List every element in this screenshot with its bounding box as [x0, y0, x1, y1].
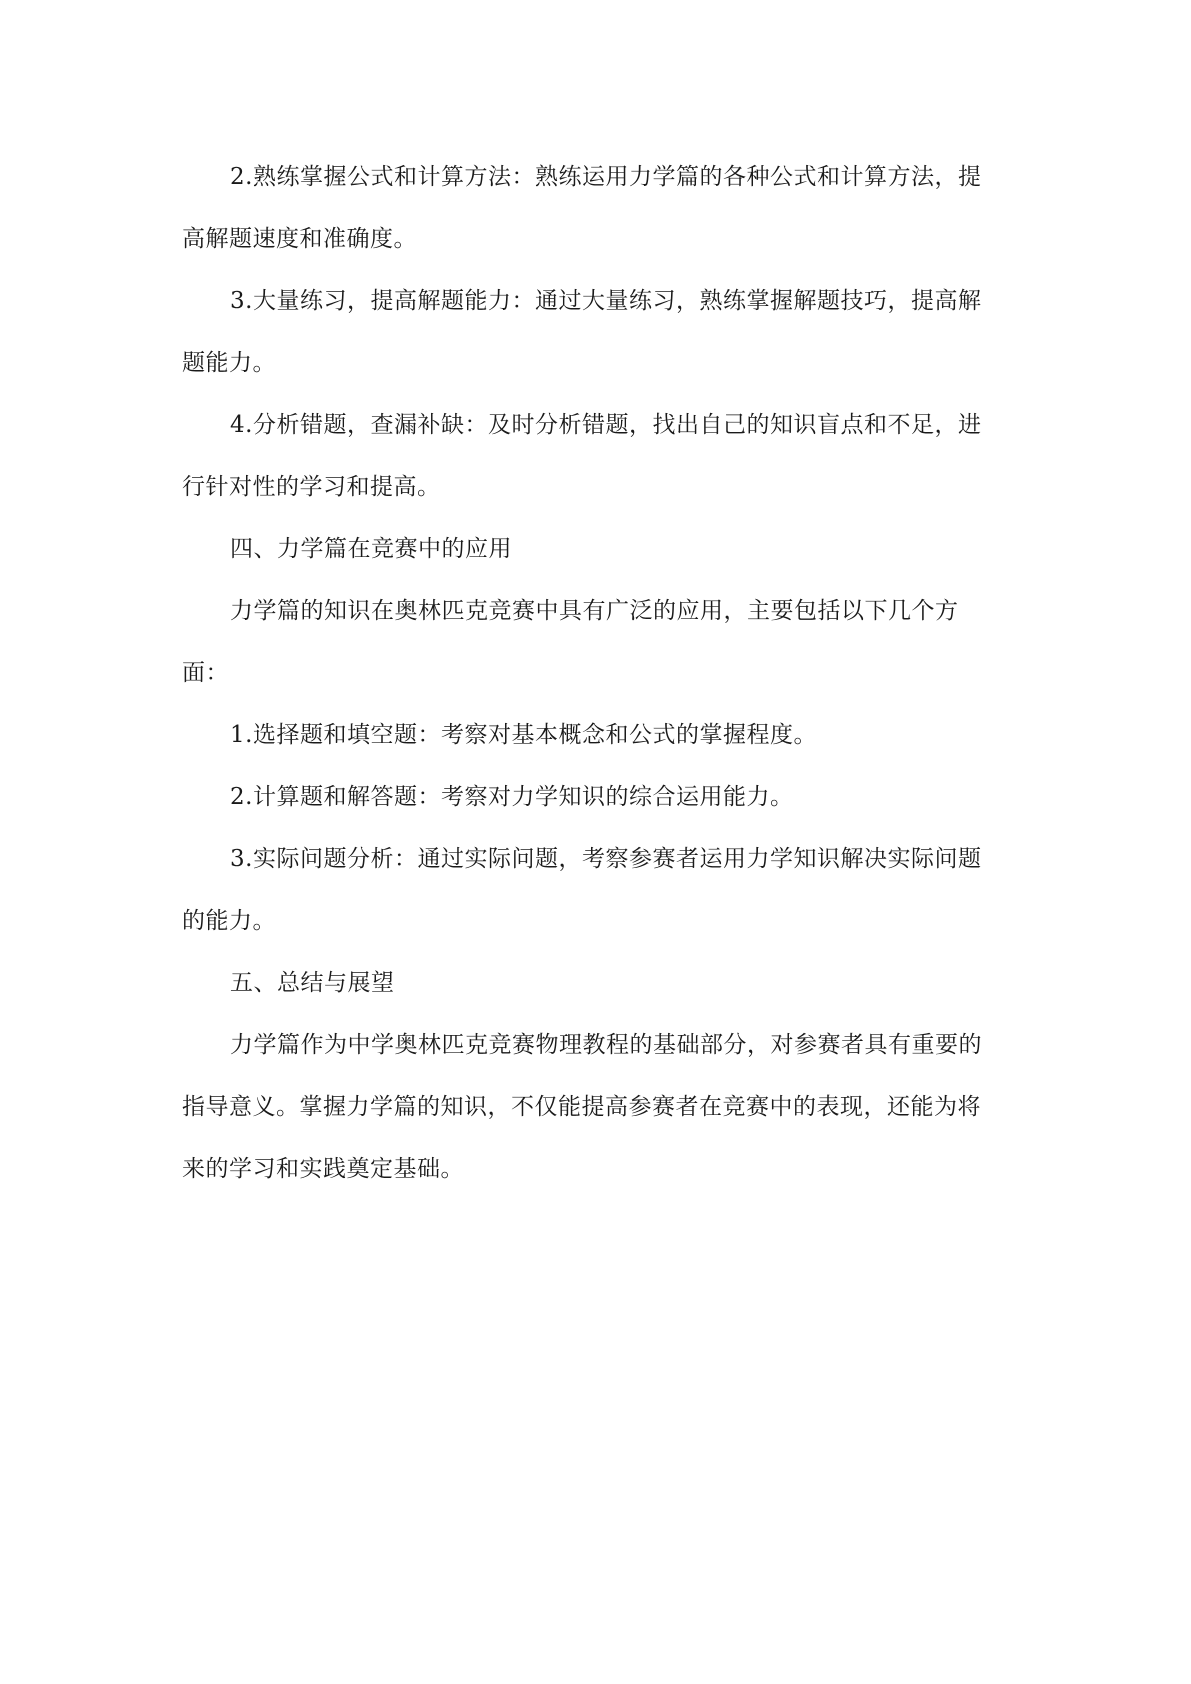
paragraph-application-2: 2.计算题和解答题：考察对力学知识的综合运用能力。	[230, 784, 794, 810]
section-heading-4: 四、力学篇在竞赛中的应用	[230, 536, 512, 562]
section-heading-5: 五、总结与展望	[230, 970, 395, 996]
paragraph-method-4: 4.分析错题，查漏补缺：及时分析错题，找出自己的知识盲点和不足，进行针对性的学习和提高。	[182, 412, 982, 500]
paragraph-method-2: 2.熟练掌握公式和计算方法：熟练运用力学篇的各种公式和计算方法，提高解题速度和准确度。	[182, 164, 982, 252]
document-body	[182, 146, 1004, 1200]
paragraph-application-3: 3.实际问题分析：通过实际问题，考察参赛者运用力学知识解决实际问题的能力。	[182, 846, 982, 934]
paragraph-method-3: 3.大量练习，提高解题能力：通过大量练习，熟练掌握解题技巧，提高解题能力。	[182, 288, 982, 376]
paragraph-application-1: 1.选择题和填空题：考察对基本概念和公式的掌握程度。	[230, 722, 817, 748]
paragraph-summary: 力学篇作为中学奥林匹克竞赛物理教程的基础部分，对参赛者具有重要的指导意义。掌握力学篇的知识，不仅能提高参赛者在竞赛中的表现，还能为将来的学习和实践奠定基础。	[182, 1032, 982, 1182]
paragraph-application-intro: 力学篇的知识在奥林匹克竞赛中具有广泛的应用，主要包括以下几个方面：	[182, 598, 959, 686]
